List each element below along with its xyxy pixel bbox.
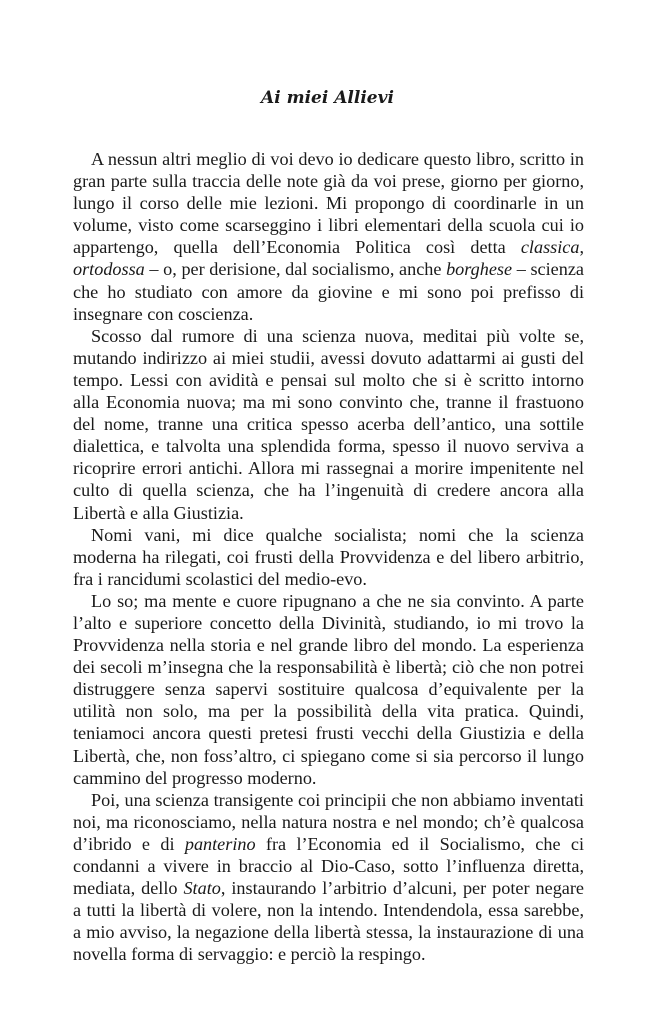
- text-run: – o, per derisione, dal socialismo, anche: [144, 259, 447, 280]
- body-text: [73, 148, 584, 965]
- italic-term: panterino: [184, 833, 256, 854]
- text-run: ,: [579, 237, 584, 258]
- italic-term: classica: [520, 237, 580, 258]
- text-run: Poi, una scienza transigente coi principii che non abbiamo inventati noi, ma riconosciamo, nella natura nostra e nel mondo; ch’è qualcosa d’ibrido e di: [73, 789, 584, 854]
- text-run: – scienza che ho studiato con amore da giovine e mi sono poi prefisso di insegnare con coscienza.: [73, 259, 584, 324]
- paragraph: [73, 325, 584, 524]
- paragraph: [73, 524, 584, 590]
- italic-term: borghese: [446, 259, 513, 280]
- italic-term: Stato: [183, 878, 221, 899]
- text-run: Nomi vani, mi dice qualche socialista; nomi che la scienza moderna ha rilegati, coi frusti della Provvidenza e del libero arbitrio, fra i rancidumi scolastici del medio-evo.: [73, 524, 584, 589]
- text-run: fra l’Economia ed il Socialismo, che ci condanni a vivere in braccio al Dio-Caso, sotto l’influenza diretta, mediata, dello: [73, 833, 584, 899]
- text-run: Scosso dal rumore di una scienza nuova, meditai più volte se, mutando indirizzo ai miei studii, avessi dovuto adattarmi ai gusti del tempo. Lessi con avidità e pensai sul molto che si è scritto intorno alla Economia nuova; ma mi sono convinto che, tranne il frastuono del nome, tranne una critica spesso acerba dell’antico, una sottile dialettica, e talvolta una splendida forma, spesso il nuovo serviva a ricoprire errori antichi. Allora mi rassegnai a morire impenitente nel culto di quella scienza, che ha l’ingenuità di credere ancora alla Libertà e alla Giustizia.: [73, 325, 584, 523]
- text-run: , instaurando l’arbitrio d’alcuni, per poter negare a tutti la libertà di volere, non la intendo. Intendendola, essa sarebbe, a mio avviso, la negazione della libertà stessa, la instaurazione di una novella forma di servaggio: e perciò la respingo.: [73, 878, 584, 965]
- italic-term: ortodossa: [73, 259, 145, 280]
- text-run: A nessun altri meglio di voi devo io dedicare questo libro, scritto in gran parte sulla traccia delle note già da voi prese, giorno per giorno, lungo il corso delle mie lezioni. Mi propongo di coordinarle in un volume, visto come scarseggino i libri elementari della scuola cui io appartengo, quella dell’Economia Politica così detta: [73, 149, 584, 258]
- paragraph: [73, 148, 584, 325]
- paragraph: [73, 789, 584, 966]
- page-title: Ai miei Allievi: [261, 88, 394, 108]
- paragraph: [73, 590, 584, 789]
- text-run: Lo so; ma mente e cuore ripugnano a che ne sia convinto. A parte l’alto e superiore concetto della Divinità, studiando, io mi trovo la Provvidenza nella storia e nel grande libro del mondo. La esperienza dei secoli m’insegna che la responsabilità è libertà; ciò che non potrei distruggere senza sapervi sostituire qualcosa d’equivalente per la utilità non solo, ma per la possibilità della vita pratica. Quindi, teniamoci ancora questi pretesi frusti vecchi della Giustizia e della Libertà, che, non foss’altro, ci spiegano come si sia percorso il lungo cammino del progresso moderno.: [73, 590, 584, 788]
